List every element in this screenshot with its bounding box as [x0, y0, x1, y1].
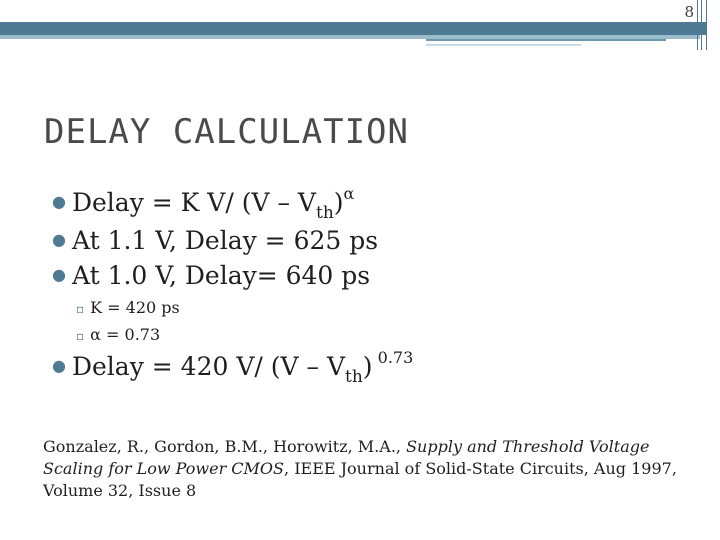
header-bar — [0, 22, 706, 35]
formula-close: ) — [362, 352, 373, 381]
corner-line — [706, 0, 707, 50]
header-accent-line-light — [426, 44, 581, 46]
bullet-icon: ● — [52, 192, 66, 211]
citation-source: , IEEE Journal of Solid-State Circuits, Aug 1997, Volume 32, Issue 8 — [43, 459, 677, 500]
bullet-delay-1v0 — [52, 261, 370, 290]
formula-close: ) — [333, 188, 344, 217]
sub-bullet-alpha — [76, 325, 160, 344]
citation — [43, 436, 683, 502]
sub-bullet-icon: ▫ — [76, 302, 85, 316]
formula-exponent: 0.73 — [372, 348, 414, 367]
bullet-icon: ● — [52, 230, 66, 249]
bullet-text: At 1.0 V, Delay= 640 ps — [71, 261, 371, 290]
sub-bullet-icon: ▫ — [76, 329, 85, 343]
citation-authors: Gonzalez, R., Gordon, B.M., Horowitz, M.A., — [43, 437, 407, 456]
bullet-delay-1v1 — [52, 226, 378, 255]
formula-subscript: th — [315, 203, 334, 223]
formula-text: Delay = K V/ (V – V — [71, 188, 316, 217]
bullet-text: At 1.1 V, Delay = 625 ps — [71, 226, 379, 255]
slide-number: 8 — [684, 3, 694, 21]
slide-title: DELAY CALCULATION — [44, 112, 409, 152]
corner-line — [697, 0, 698, 50]
bullet-delay-formula — [52, 184, 355, 223]
formula-subscript: th — [345, 367, 363, 387]
formula-exponent: α — [343, 184, 355, 203]
bullet-icon: ● — [52, 356, 66, 375]
citation-title: Supply and Threshold Voltage Scaling for Low Power CMOS — [43, 437, 650, 478]
corner-line — [701, 0, 702, 50]
sub-bullet-text: K = 420 ps — [90, 298, 180, 317]
sub-bullet-k — [76, 298, 180, 317]
bullet-delay-fitted — [52, 348, 414, 387]
bullet-icon: ● — [52, 265, 66, 284]
sub-bullet-text: α = 0.73 — [90, 325, 161, 344]
header-accent-line — [426, 39, 666, 41]
formula-text: Delay = 420 V/ (V – V — [71, 352, 346, 381]
